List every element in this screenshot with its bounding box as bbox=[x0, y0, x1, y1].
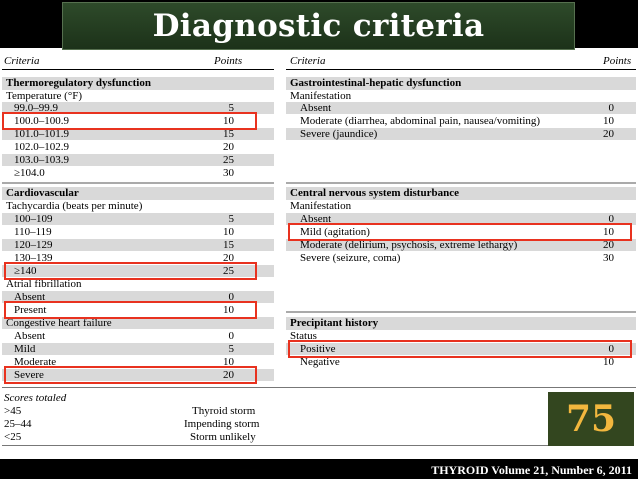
row-points: 0 bbox=[608, 102, 614, 114]
gi-manifestation-subheading bbox=[286, 90, 636, 102]
row-points: 15 bbox=[223, 239, 234, 251]
citation-footer: THYROID Volume 21, Number 6, 2011 bbox=[431, 463, 632, 477]
header-rule-left bbox=[2, 69, 274, 70]
row-points: 5 bbox=[228, 343, 234, 355]
temperature-label: Temperature (°F) bbox=[6, 90, 83, 102]
table-row bbox=[286, 128, 636, 140]
atrial-fibrillation-label: Atrial fibrillation bbox=[6, 278, 82, 290]
slide-title: Diagnostic criteria bbox=[152, 8, 485, 44]
row-points: 20 bbox=[223, 141, 234, 153]
row-points: 10 bbox=[223, 226, 234, 238]
row-label: Absent bbox=[300, 213, 332, 225]
row-label: 101.0–101.9 bbox=[14, 128, 69, 140]
section-cardiovascular: Cardiovascular bbox=[2, 187, 274, 200]
table-row bbox=[2, 213, 274, 225]
highlight-tachycardia bbox=[4, 262, 257, 280]
row-points: 20 bbox=[603, 128, 614, 140]
table-row bbox=[2, 239, 274, 251]
table-row bbox=[2, 141, 274, 153]
manifestation-label: Manifestation bbox=[290, 200, 352, 212]
total-result: Storm unlikely bbox=[190, 431, 256, 443]
section-divider bbox=[2, 182, 274, 184]
row-label: Moderate (diarrhea, abdominal pain, nausea/vomiting) bbox=[300, 115, 541, 127]
table-row bbox=[2, 226, 274, 238]
table-row bbox=[286, 252, 636, 264]
row-points: 10 bbox=[603, 356, 614, 368]
section-divider bbox=[286, 311, 636, 313]
right-points-header: Points bbox=[603, 55, 632, 67]
row-label: 110–119 bbox=[14, 226, 52, 238]
total-score-badge bbox=[548, 392, 634, 446]
row-points: 0 bbox=[608, 343, 614, 355]
right-criteria-header: Criteria bbox=[290, 55, 326, 67]
totals-bottom-rule bbox=[2, 445, 548, 446]
row-label: ≥104.0 bbox=[14, 167, 45, 179]
highlight-atrial-fibrillation bbox=[4, 301, 257, 319]
row-label: 100–109 bbox=[14, 213, 53, 225]
row-label: Mild (agitation) bbox=[300, 226, 370, 238]
total-range: 25–44 bbox=[4, 418, 32, 430]
section-central-nervous-system: Central nervous system disturbance bbox=[286, 187, 636, 200]
table-row bbox=[2, 330, 274, 342]
total-result: Impending storm bbox=[184, 418, 260, 430]
row-label: 103.0–103.9 bbox=[14, 154, 69, 166]
row-points: 10 bbox=[223, 115, 234, 127]
row-label: ≥140 bbox=[14, 265, 37, 277]
row-points: 25 bbox=[223, 154, 234, 166]
status-label: Status bbox=[290, 330, 317, 342]
row-label: 120–129 bbox=[14, 239, 53, 251]
table-row bbox=[2, 167, 274, 179]
row-label: Severe (jaundice) bbox=[300, 128, 378, 140]
row-points: 10 bbox=[603, 226, 614, 238]
congestive-heart-failure-label: Congestive heart failure bbox=[6, 317, 112, 329]
total-score: 75 bbox=[565, 398, 617, 440]
row-points: 10 bbox=[223, 304, 234, 316]
row-label: 130–139 bbox=[14, 252, 53, 264]
row-label: Mild bbox=[14, 343, 36, 355]
left-criteria-header: Criteria bbox=[4, 55, 40, 67]
row-points: 20 bbox=[603, 239, 614, 251]
row-points: 20 bbox=[223, 369, 234, 381]
row-points: 0 bbox=[228, 330, 234, 342]
row-points: 10 bbox=[603, 115, 614, 127]
row-points: 0 bbox=[228, 291, 234, 303]
row-points: 20 bbox=[223, 252, 234, 264]
row-points: 0 bbox=[608, 213, 614, 225]
table-row bbox=[286, 115, 636, 127]
title-banner bbox=[62, 2, 575, 50]
highlight-heart-failure bbox=[4, 366, 257, 384]
total-result: Thyroid storm bbox=[192, 405, 256, 417]
total-range: >45 bbox=[4, 405, 22, 417]
row-label: Absent bbox=[14, 330, 46, 342]
highlight-cns bbox=[288, 223, 632, 241]
section-precipitant-history: Precipitant history bbox=[286, 317, 636, 330]
table-row bbox=[2, 343, 274, 355]
tachycardia-subheading bbox=[2, 200, 274, 212]
highlight-temperature bbox=[2, 112, 257, 130]
row-label: 99.0–99.9 bbox=[14, 102, 58, 114]
row-label: Negative bbox=[300, 356, 340, 368]
row-label: Absent bbox=[14, 291, 46, 303]
row-label: 100.0–100.9 bbox=[14, 115, 69, 127]
row-points: 10 bbox=[223, 356, 234, 368]
row-points: 15 bbox=[223, 128, 234, 140]
scores-totaled-heading: Scores totaled bbox=[4, 392, 67, 404]
row-label: Moderate bbox=[14, 356, 57, 368]
row-points: 5 bbox=[228, 102, 234, 114]
row-label: Positive bbox=[300, 343, 336, 355]
highlight-precipitant bbox=[288, 340, 632, 358]
row-label: Absent bbox=[300, 102, 332, 114]
cns-manifestation-subheading bbox=[286, 200, 636, 212]
left-points-header: Points bbox=[214, 55, 243, 67]
temperature-subheading bbox=[2, 90, 274, 102]
table-row bbox=[2, 154, 274, 166]
row-label: Severe bbox=[14, 369, 44, 381]
header-rule-right bbox=[286, 69, 636, 70]
manifestation-label: Manifestation bbox=[290, 90, 352, 102]
row-label: Moderate (delirium, psychosis, extreme lethargy) bbox=[300, 239, 518, 251]
row-label: Severe (seizure, coma) bbox=[300, 252, 401, 264]
row-points: 30 bbox=[223, 167, 234, 179]
row-label: 102.0–102.9 bbox=[14, 141, 69, 153]
tachycardia-label: Tachycardia (beats per minute) bbox=[6, 200, 143, 212]
row-points: 30 bbox=[603, 252, 614, 264]
section-gastrointestinal-hepatic: Gastrointestinal-hepatic dysfunction bbox=[286, 77, 636, 90]
row-points: 5 bbox=[228, 213, 234, 225]
totals-rule bbox=[2, 387, 636, 388]
section-thermoregulatory: Thermoregulatory dysfunction bbox=[2, 77, 274, 90]
row-points: 25 bbox=[223, 265, 234, 277]
total-range: <25 bbox=[4, 431, 22, 443]
row-label: Present bbox=[14, 304, 47, 316]
table-row bbox=[286, 102, 636, 114]
section-divider bbox=[286, 182, 636, 184]
